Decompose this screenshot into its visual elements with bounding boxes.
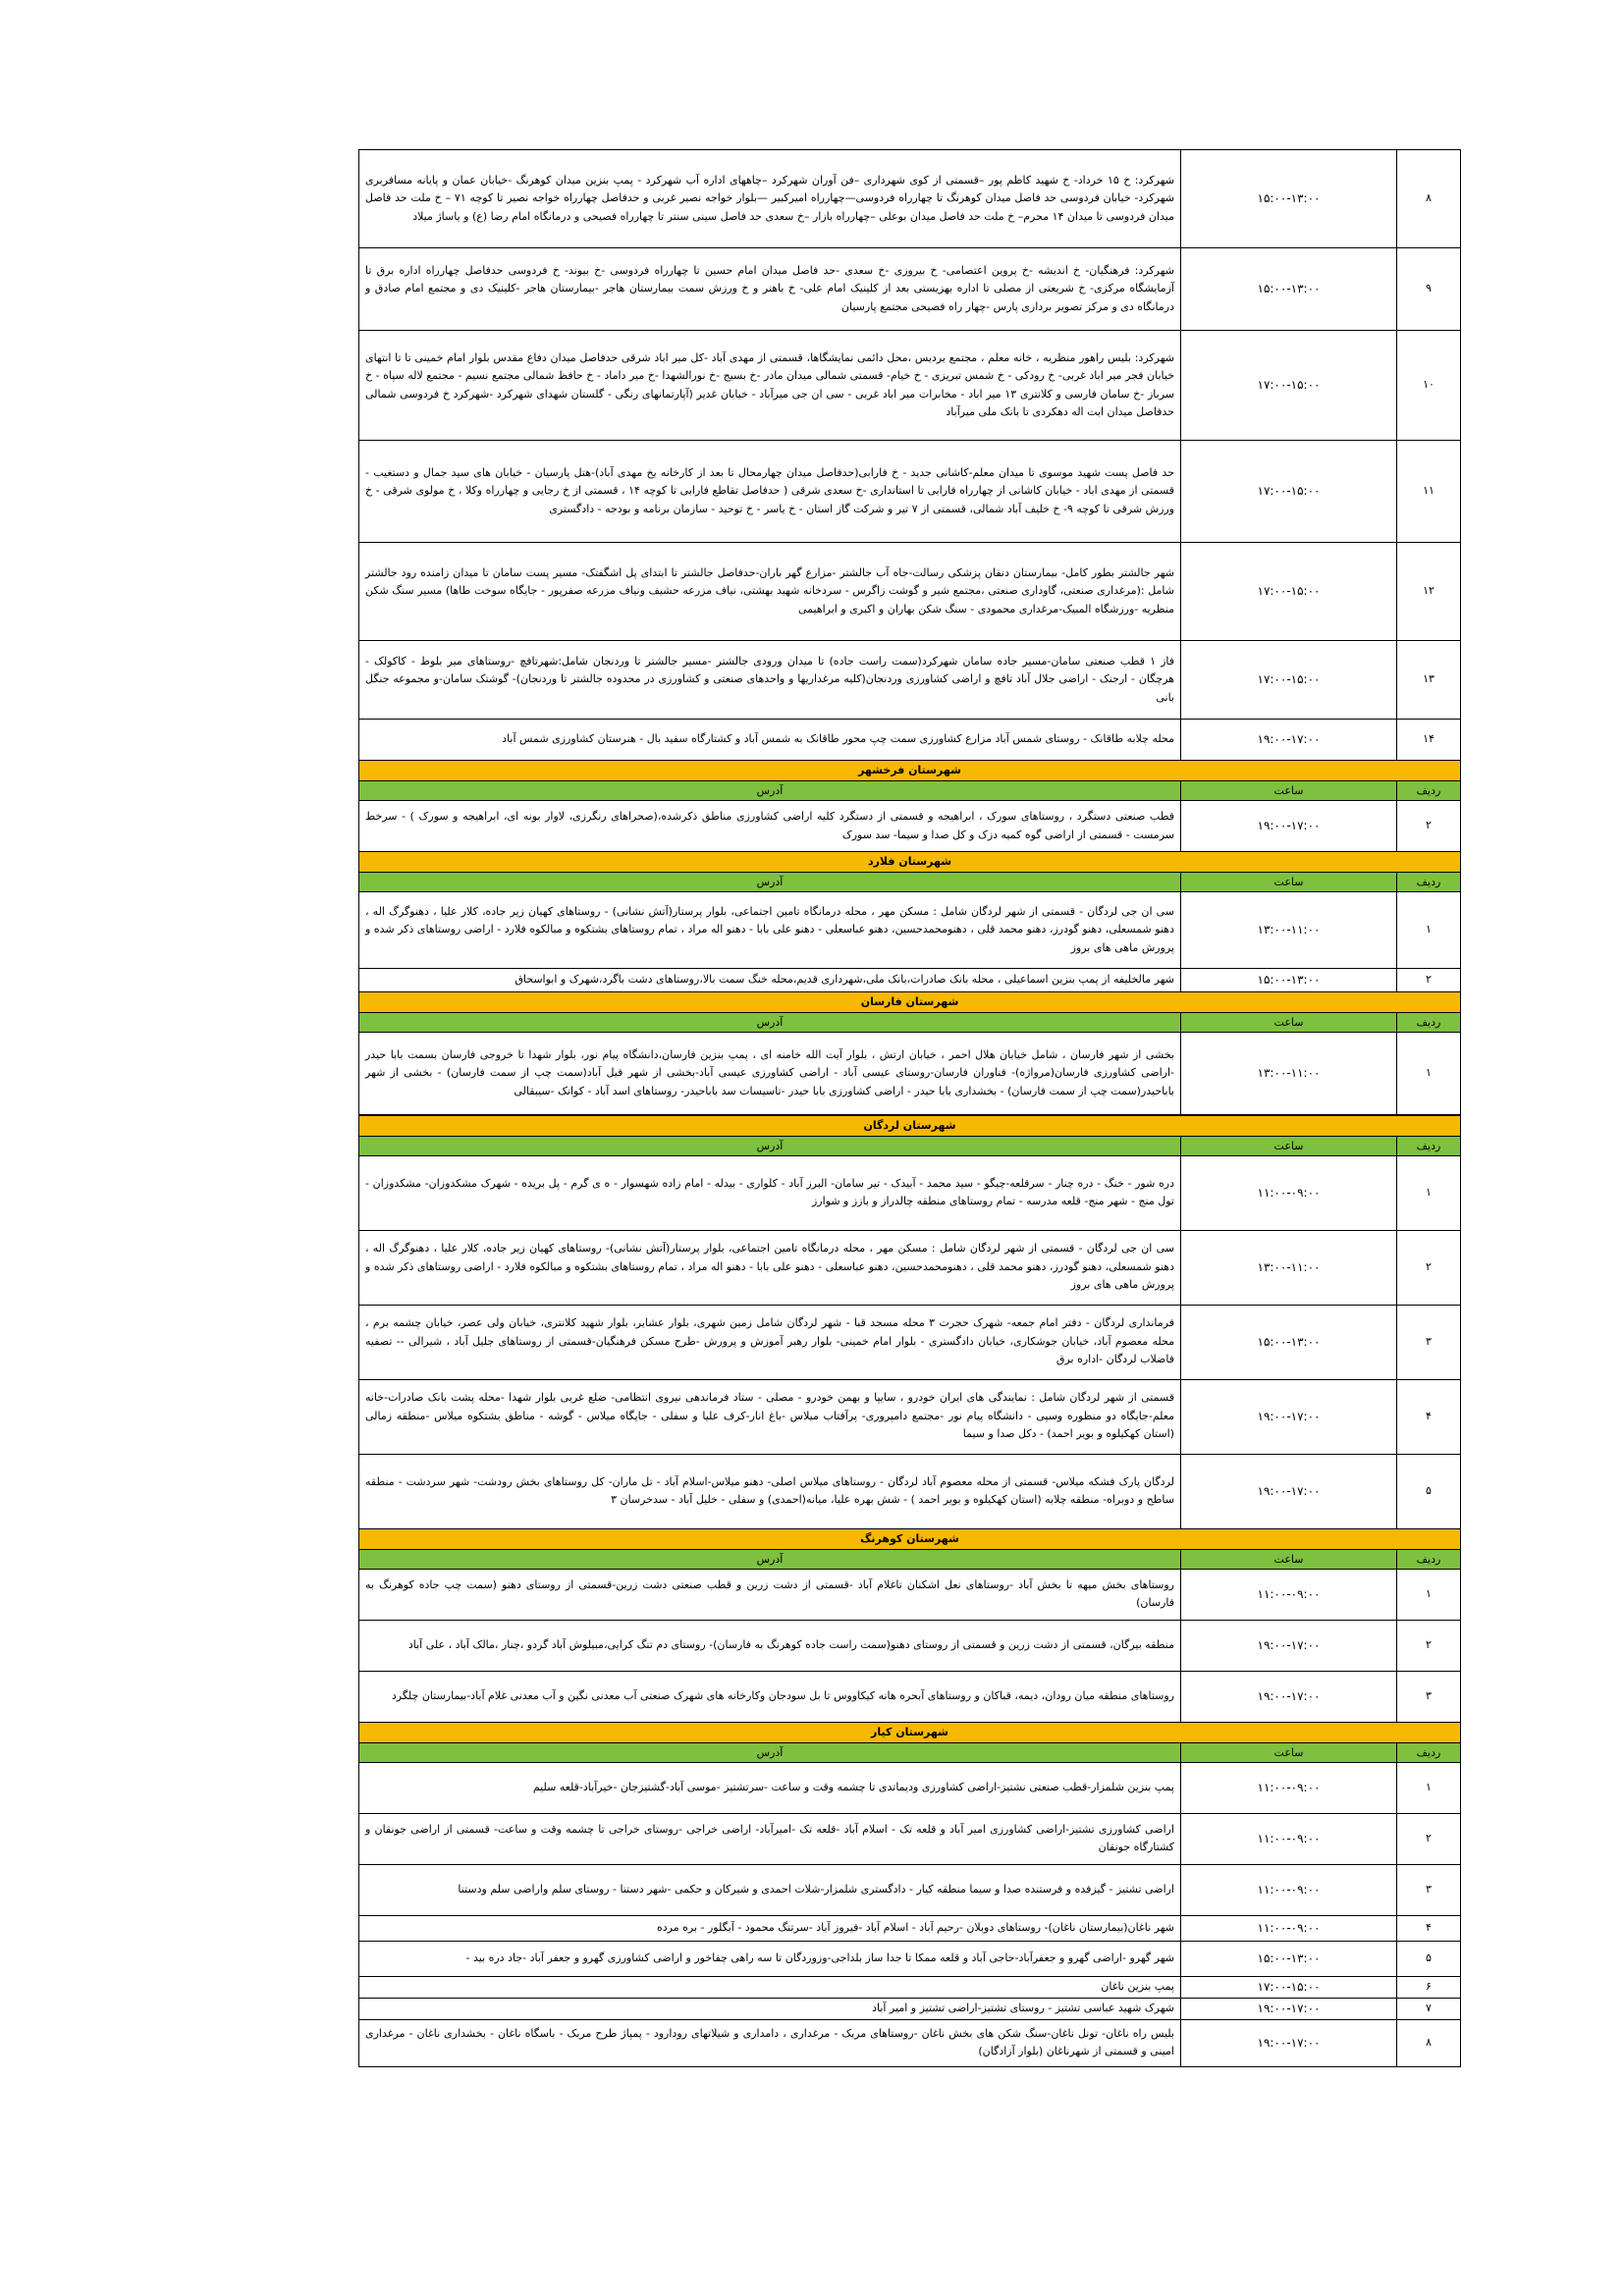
- row-number: ۱: [1397, 1155, 1461, 1230]
- row-time: ۱۳:۰۰-۱۱:۰۰: [1181, 1033, 1397, 1115]
- row-number: ۷: [1397, 1998, 1461, 2019]
- outage-schedule-table: [358, 149, 1461, 2067]
- table-row: [359, 1998, 1461, 2019]
- header-address: آدرس: [359, 1549, 1181, 1569]
- table-row: [359, 720, 1461, 761]
- row-address: روستاهای منطقه میان رودان، دیمه، قباکان و روستاهای آبحره هانه کیکاووس تا بل سودجان وکارخانه های شهرک صنعتی آب معدنی نگین و آب معدنی غلام آباد-بیمارستان چلگرد: [359, 1671, 1181, 1722]
- row-address: شهرکرد: فرهنگیان- خ اندیشه -خ پروین اعتصامی- خ بیروزی -خ سعدی -حد فاصل میدان امام حسین تا چهارراه فردوسی -خ بیوند- خ فردوسی حدفاصل چهارراه اداره برق تا آزمایشگاه مرکزی- خ شریعتی از مصلی تا اداره بهزیستی بعد از کلینیک امام علی- خ باهنر و خ ورزش سمت بیمارستان هاجر -بیمارستان هاجر -کلینیک دی و مجتمع امام صادق و درمانگاه دی و مرکز تصویر برداری پارس -چهار راه فصیحی مجتمع پارسیان: [359, 248, 1181, 331]
- header-address: آدرس: [359, 781, 1181, 801]
- column-header-row: [359, 873, 1461, 892]
- row-address: شهر جالشتر بطور کامل- بیمارستان دنفان پزشکی رسالت-جاه آب جالشتر -مزارع گهر باران-حدفاصل جالشتر تا ابتدای پل اشگفتک- مسیر پست سامان تا میدان زامنده رود جالشتر شامل :(مرغداری صنعتی، گاوداری صنعتی ،مجتمع شیر و گوشت زاگرس - سردخانه شهید بهشتی، نیاف مزرعه حشیف ونیاف مزرعه صفرپور - جایگاه سوخت طاها) مسیر سنگ شکن منظریه -ورزشگاه المبیک-مرغداری محمودی - سنگ شکن بهاران و اکبری و ابراهیمی: [359, 543, 1181, 641]
- header-address: آدرس: [359, 1013, 1181, 1033]
- row-address: شهرکرد: بلیس راهور منظریه ، خانه معلم ، مجتمع بردیس ،محل دائمی نمایشگاها، قسمتی از مهدی آباد -کل میر اباد شرقی حدفاصل میدان دفاع مقدس بلوار امام خمینی تا تا انتهای خیابان فجر میر اباد غربی- خ رودکی - خ شمس تبریزی - خ خیام- قسمتی شمالی میدان مادر -خ بسیج -خ نورالشهدا -خ میر داماد - خ حافظ شمالی مجتمع نسیم - مجتمع لاله سپاه - خ سرباز -خ سامان فارسی و کلانتری ۱۳ میر اباد - مخابرات میر اباد غربی - سی ان جی میرآباد - خیابان غدیر (آپارتمانهای رنگی - گلستان شهدای شهرکرد -شهرکرد خ فردوسی شمالی حدفاصل میدان ابت اله دهکردی تا بانک ملی میرآباد: [359, 331, 1181, 441]
- row-number: ۲: [1397, 1620, 1461, 1671]
- row-address: اراضی کشاورزی تشتیز-اراضی کشاورزی امیر آباد و قلعه تک - اسلام آباد -قلعه تک -امیرآباد- اراضی خراجی -روستای خراجی تا چشمه وقت و ساعت- قسمتی از اراضی جونقان و کشتارگاه جونقان: [359, 1813, 1181, 1864]
- table-row: [359, 641, 1461, 720]
- row-time: ۱۱:۰۰-۰۹:۰۰: [1181, 1762, 1397, 1813]
- county-header: [359, 992, 1461, 1013]
- row-address: حد فاصل پست شهید موسوی تا میدان معلم-کاشانی جدید - خ فارابی(حدفاصل میدان چهارمحال تا بعد از کارخانه یخ مهدی آباد)-هتل پارسیان - خیابان های سید جمال و دستغیب - قسمتی از مهدی اباد - خیابان کاشانی از چهارراه فارابی تا استانداری -خ سعدی شرقی ( حدفاصل تقاطع فارابی تا کوچه ۱۴ ، قسمتی از خ رجایی و چهارراه وکلا ، خ مولوی شرقی - خ ورزش شرقی تا کوچه ۹- خ خلیف آباد شمالی، قسمتی از ۷ تیر و شرکت گاز استان - خ یاسر - خ توحید - سازمان برنامه و بودجه - دادگستری: [359, 441, 1181, 543]
- row-address: شهر ناغان(بیمارستان ناغان)- روستاهای دوبلان -رحیم آباد - اسلام آباد -فیروز آباد -سرتنگ محمود - آبگلور - بره مرده: [359, 1915, 1181, 1941]
- header-address: آدرس: [359, 873, 1181, 892]
- row-time: ۱۱:۰۰-۰۹:۰۰: [1181, 1813, 1397, 1864]
- row-address: شهرکرد: خ ۱۵ خرداد- خ شهید کاظم پور –قسمتی از کوی شهرداری –فن آوران شهرکرد –چاههای اداره آب شهرکرد - پمپ بنزین میدان کوهرنگ -خیابان عمان و پایانه مسافربری شهرکرد- خیابان فردوسی حد فاصل میدان کوهرنگ تا چهارراه فردوسی—چهارراه امیرکبیر —بلوار خواجه نصیر غربی و حدفاصل چهارراه خواجه نصیر تا کوچه ۷۱ – خ ملت حد فاصل میدان فردوسی تا میدان ۱۴ محرم– خ ملت حد فاصل میدان بوعلی –چهارراه بازار –خ سعدی حد فاصل سینی سنتر تا چهارراه فصیحی و درمانگاه امام رضا (ع) و یاساژ میلاد: [359, 150, 1181, 248]
- row-time: ۱۹:۰۰-۱۷:۰۰: [1181, 1998, 1397, 2019]
- header-time: ساعت: [1181, 1742, 1397, 1762]
- county-header: [359, 1722, 1461, 1742]
- table-row: [359, 1976, 1461, 1998]
- header-time: ساعت: [1181, 1549, 1397, 1569]
- county-header: [359, 852, 1461, 873]
- row-address: قطب صنعتی دستگرد ، روستاهای سورک ، ابراهیجه و قسمتی از دستگرد کلیه اراضی کشاورزی مناطق ذکرشده،(صحراهای رنگرزی، لاوار بونه ای، ابراهیجه و سورک ) - سرخط سرمست - قسمتی از اراضی گوه کمیه دزک و کل صدا و سیما- سد سورک: [359, 801, 1181, 852]
- header-address: آدرس: [359, 1742, 1181, 1762]
- row-number: ۴: [1397, 1915, 1461, 1941]
- row-number: ۶: [1397, 1976, 1461, 1998]
- row-number: ۴: [1397, 1379, 1461, 1454]
- row-number: ۲: [1397, 1230, 1461, 1305]
- row-address: پمپ بنزین ناغان: [359, 1976, 1181, 1998]
- table-row: [359, 1454, 1461, 1528]
- row-number: ۸: [1397, 2019, 1461, 2066]
- header-time: ساعت: [1181, 781, 1397, 801]
- table-row: [359, 1305, 1461, 1379]
- row-number: ۱: [1397, 1762, 1461, 1813]
- county-title: شهرستان فلارد: [359, 852, 1461, 873]
- table-row: [359, 543, 1461, 641]
- row-time: ۱۱:۰۰-۰۹:۰۰: [1181, 1155, 1397, 1230]
- table-row: [359, 248, 1461, 331]
- row-time: ۱۵:۰۰-۱۳:۰۰: [1181, 150, 1397, 248]
- table-row: [359, 801, 1461, 852]
- table-row: [359, 331, 1461, 441]
- row-address: سی ان جی لردگان - قسمتی از شهر لردگان شامل : مسکن مهر ، محله درمانگاه تامین اجتماعی، بلوار پرستار(آتش نشانی)- روستاهای کهیان زیر جاده، کلار علیا ، دهنوگرگ اله ، دهنو شمسعلی، دهنو گودرز، دهنو محمد قلی ، دهنومحمدحسین، دهنو عباسعلی - دهنو علی بابا - دهنو اله مراد ، تمام روستاهای بشتکوه و مبالکوه فلارد - اراضی روستاهای ذکر شده و پرورش ماهی های بروز: [359, 1230, 1181, 1305]
- row-address: شهر مالخلیفه از پمپ بنزین اسماعیلی ، محله بانک صادرات،بانک ملی،شهرداری قدیم،محله خنگ سمت بالا،روستاهای دشت باگرد،شهرک و ابواسحاق: [359, 969, 1181, 992]
- row-time: ۱۷:۰۰-۱۵:۰۰: [1181, 331, 1397, 441]
- row-number: ۹: [1397, 248, 1461, 331]
- header-number: ردیف: [1397, 781, 1461, 801]
- table-row: [359, 1155, 1461, 1230]
- county-title: شهرستان کیار: [359, 1722, 1461, 1742]
- row-number: ۲: [1397, 801, 1461, 852]
- row-number: ۱: [1397, 1569, 1461, 1620]
- row-address: قسمتی از شهر لردگان شامل : نمایندگی های ایران خودرو ، سایپا و بهمن خودرو - مصلی - ستاد فرماندهی نیروی انتظامی- ضلع غربی بلوار شهدا -محله پشت بانک صادرات-خانه معلم-جایگاه دو منظوره وسپی - دانشگاه پیام نور -مجتمع دامپروری- پرآفتاب میلاس -باغ انار-کرف علیا و سفلی - جایگاه میلاس - گوشه - مناطق بشتکوه میلاس -منطقه زمالی (استان کهکیلوه و بویر احمد) - دکل صدا و سیما: [359, 1379, 1181, 1454]
- row-time: ۱۹:۰۰-۱۷:۰۰: [1181, 801, 1397, 852]
- row-time: ۱۹:۰۰-۱۷:۰۰: [1181, 2019, 1397, 2066]
- column-header-row: [359, 1136, 1461, 1155]
- row-time: ۱۷:۰۰-۱۵:۰۰: [1181, 641, 1397, 720]
- row-number: ۱۳: [1397, 641, 1461, 720]
- row-number: ۳: [1397, 1864, 1461, 1915]
- table-row: [359, 892, 1461, 969]
- row-number: ۳: [1397, 1671, 1461, 1722]
- row-number: ۱: [1397, 892, 1461, 969]
- table-row: [359, 1762, 1461, 1813]
- table-row: [359, 1915, 1461, 1941]
- table-row: [359, 969, 1461, 992]
- row-address: دره شور - خنگ - دره چنار - سرقلعه-چیگو - سید محمد - آبیدک - تیر سامان- البرز آباد - کلواری - بیدله - امام زاده شهسوار - ه ی گرم - پل بریده - شهرک مشکدوزان- مشکدوزان - تول منج - شهر منج- قلعه مدرسه - تمام روستاهای منطقه چالدراز و بازز و شوارز: [359, 1155, 1181, 1230]
- row-address: شهر گهرو -اراضی گهرو و جعفرآباد-حاجی آباد و قلعه ممکا تا جدا ساز بلداجی-وزوردگان تا سه راهی چفاخور و اراضی کشاورزی گهرو و جعفر آباد -جاد دره بید -: [359, 1941, 1181, 1976]
- county-header: [359, 1528, 1461, 1549]
- row-time: ۱۱:۰۰-۰۹:۰۰: [1181, 1569, 1397, 1620]
- table-row: [359, 1941, 1461, 1976]
- table-row: [359, 1379, 1461, 1454]
- row-address: اراضی تشتیز - گیزفده و فرستنده صدا و سیما منطقه کیار - دادگستری شلمزار-شلات احمدی و شیرکان و حکمی -شهر دستنا - روستای سلم واراضی سلم ودستنا: [359, 1864, 1181, 1915]
- header-number: ردیف: [1397, 1549, 1461, 1569]
- row-number: ۱۲: [1397, 543, 1461, 641]
- table-row: [359, 1230, 1461, 1305]
- column-header-row: [359, 1013, 1461, 1033]
- row-address: لردگان پارک فشکه میلاس- قسمتی از محله معصوم آباد لردگان - روستاهای میلاس اصلی- دهنو میلاس-اسلام آباد - تل ماران- کل روستاهای بخش رودشت- شهر سردشت - منطقه ساطح و دوبراه- منطقه چلابه (استان کهکیلوه و بویر احمد ) - شش بهره علیا، میانه(احمدی) و سفلی - خلیل آباد - سدخرسان ۳: [359, 1454, 1181, 1528]
- row-number: ۲: [1397, 969, 1461, 992]
- row-number: ۱۴: [1397, 720, 1461, 761]
- header-number: ردیف: [1397, 1013, 1461, 1033]
- table-row: [359, 1569, 1461, 1620]
- row-time: ۱۱:۰۰-۰۹:۰۰: [1181, 1864, 1397, 1915]
- table-row: [359, 2019, 1461, 2066]
- header-time: ساعت: [1181, 1136, 1397, 1155]
- row-time: ۱۹:۰۰-۱۷:۰۰: [1181, 1454, 1397, 1528]
- row-time: ۱۵:۰۰-۱۳:۰۰: [1181, 1305, 1397, 1379]
- row-time: ۱۹:۰۰-۱۷:۰۰: [1181, 1671, 1397, 1722]
- row-address: منطقه بیرگان، قسمتی از دشت زرین و قسمتی از روستای دهنو(سمت راست جاده کوهرنگ به فارسان)- روستای دم تنگ کرایی،مبیلوش آباد گردو ،چنار ،مالک آباد ، علی آباد: [359, 1620, 1181, 1671]
- table-row: [359, 1033, 1461, 1115]
- header-time: ساعت: [1181, 1013, 1397, 1033]
- row-address: بخشی از شهر فارسان ، شامل خیابان هلال احمر ، خیابان ارتش ، بلوار آیت الله خامنه ای ، پمپ بنزین فارسان،دانشگاه پیام نور، بلوار شهدا تا خروجی فارسان بسمت بابا حیدر -اراضی کشاورزی فارسان(مرواژه)- فناوران فارسان-روستای عیسی آباد - اراضی کشاورزی عیسی آباد-بخشی از شهر فیل آباد(سمت چپ از سمت فارسان) - بخشی از شهر باباحیدر(سمت چپ از سمت فارسان) - بخشداری بابا حیدر - اراضی کشاورزی بابا حیدر -تاسیسات سد باباحیدر- روستاهای اسد آباد - کوانک -سیبقالی: [359, 1033, 1181, 1115]
- row-time: ۱۷:۰۰-۱۵:۰۰: [1181, 1976, 1397, 1998]
- row-number: ۳: [1397, 1305, 1461, 1379]
- table-row: [359, 1671, 1461, 1722]
- row-time: ۱۳:۰۰-۱۱:۰۰: [1181, 892, 1397, 969]
- row-address: شهرک شهید عباسی تشتیز - روستای تشتیز-اراضی تشتیز و امیر آباد: [359, 1998, 1181, 2019]
- row-number: ۱: [1397, 1033, 1461, 1115]
- table-row: [359, 1620, 1461, 1671]
- row-address: روستاهای بخش میهه تا بخش آباد -روستاهای نعل اشکنان تاغلام آباد -قسمتی از دشت زرین و قطب صنعتی دشت زرین-قسمتی از روستای دهنو (سمت چپ جاده کوهرنگ به فارسان): [359, 1569, 1181, 1620]
- header-number: ردیف: [1397, 1136, 1461, 1155]
- county-title: شهرستان فرخشهر: [359, 761, 1461, 781]
- row-time: ۱۹:۰۰-۱۷:۰۰: [1181, 720, 1397, 761]
- column-header-row: [359, 1742, 1461, 1762]
- table-row: [359, 441, 1461, 543]
- row-time: ۱۹:۰۰-۱۷:۰۰: [1181, 1620, 1397, 1671]
- row-time: ۱۷:۰۰-۱۵:۰۰: [1181, 543, 1397, 641]
- county-title: شهرستان کوهرنگ: [359, 1528, 1461, 1549]
- row-number: ۸: [1397, 150, 1461, 248]
- row-time: ۱۱:۰۰-۰۹:۰۰: [1181, 1915, 1397, 1941]
- county-header: [359, 761, 1461, 781]
- table-row: [359, 150, 1461, 248]
- row-address: محله چلابه طاقانک - روستای شمس آباد مزارع کشاورزی سمت چپ محور طاقانک به شمس آباد و کشتارگاه سفید بال - هنرستان کشاورزی شمس آباد: [359, 720, 1181, 761]
- row-time: ۱۳:۰۰-۱۱:۰۰: [1181, 1230, 1397, 1305]
- county-title: شهرستان فارسان: [359, 992, 1461, 1013]
- header-time: ساعت: [1181, 873, 1397, 892]
- table-row: [359, 1864, 1461, 1915]
- row-address: فاز ۱ قطب صنعتی سامان-مسیر جاده سامان شهرکرد(سمت راست جاده) تا میدان ورودی جالشتر -مسیر جالشتر تا وردنجان شامل:شهرتافچ -روستاهای میر بلوط - کاکولک - هرچگان - ارجنک - اراضی جلال آباد تافچ و اراضی کشاورزی وردنجان(کلیه مرغداریها و واحدهای صنعتی و کشاورزی در محدوده جالشتر تا وردنجان)- گوشتک سامان-و مجموعه جنگل بانی: [359, 641, 1181, 720]
- row-number: ۵: [1397, 1941, 1461, 1976]
- header-number: ردیف: [1397, 1742, 1461, 1762]
- row-address: بلیس راه ناغان- تونل ناغان-سنگ شکن های بخش ناغان -روستاهای مربک - مرغداری ، دامداری و شیلاتهای رودارود - پمپاژ طرح مربک - باسگاه ناغان - بخشداری ناغان - مرغداری امینی و قسمتی از شهرناغان (بلوار آزادگان): [359, 2019, 1181, 2066]
- row-address: سی ان جی لردگان - قسمتی از شهر لردگان شامل : مسکن مهر ، محله درمانگاه تامین اجتماعی، بلوار پرستار(آتش نشانی) - روستاهای کهیان زیر جاده، کلار علیا ، دهنوگرگ اله ، دهنو شمسعلی، دهنو گودرز، دهنو محمد قلی ، دهنومحمدحسین، دهنو عباسعلی - دهنو علی بابا - دهنو اله مراد ، تمام روستاهای بشتکوه و مبالکوه فلارد - اراضی روستاهای ذکر شده و پرورش ماهی های بروز: [359, 892, 1181, 969]
- row-address: پمپ بنزین شلمزار-قطب صنعتی نشتیز-اراضی کشاورزی ودیماتدی تا چشمه وقت و ساعت -سرتشتیز -موسی آباد-گشتیزجان -خیرآباد-قلعه سلیم: [359, 1762, 1181, 1813]
- header-number: ردیف: [1397, 873, 1461, 892]
- header-address: آدرس: [359, 1136, 1181, 1155]
- county-title: شهرستان لردگان: [359, 1115, 1461, 1137]
- row-time: ۱۵:۰۰-۱۳:۰۰: [1181, 1941, 1397, 1976]
- table-row: [359, 1813, 1461, 1864]
- row-time: ۱۷:۰۰-۱۵:۰۰: [1181, 441, 1397, 543]
- row-number: ۱۰: [1397, 331, 1461, 441]
- row-time: ۱۵:۰۰-۱۳:۰۰: [1181, 969, 1397, 992]
- row-time: ۱۵:۰۰-۱۳:۰۰: [1181, 248, 1397, 331]
- row-number: ۵: [1397, 1454, 1461, 1528]
- row-number: ۱۱: [1397, 441, 1461, 543]
- row-time: ۱۹:۰۰-۱۷:۰۰: [1181, 1379, 1397, 1454]
- row-address: فرمانداری لردگان - دفتر امام جمعه- شهرک حجرت ۳ محله مسجد قبا - شهر لردگان شامل زمین شهری، بلوار عشایر، بلوار شهید کلانتری، خیابان ولی عصر، خیابان چشمه برم ، محله معصوم آباد، خیابان جوشکاری، خیابان دادگستری - بلوار امام خمینی- بلوار رهبر آموزش و پرورش -طرح مسکن فرهنگیان-قسمتی از روستاهای جلیل آباد ، شیرالی -- تصفیه فاضلاب لردگان -اداره برق: [359, 1305, 1181, 1379]
- county-header: [359, 1115, 1461, 1137]
- row-number: ۲: [1397, 1813, 1461, 1864]
- column-header-row: [359, 1549, 1461, 1569]
- column-header-row: [359, 781, 1461, 801]
